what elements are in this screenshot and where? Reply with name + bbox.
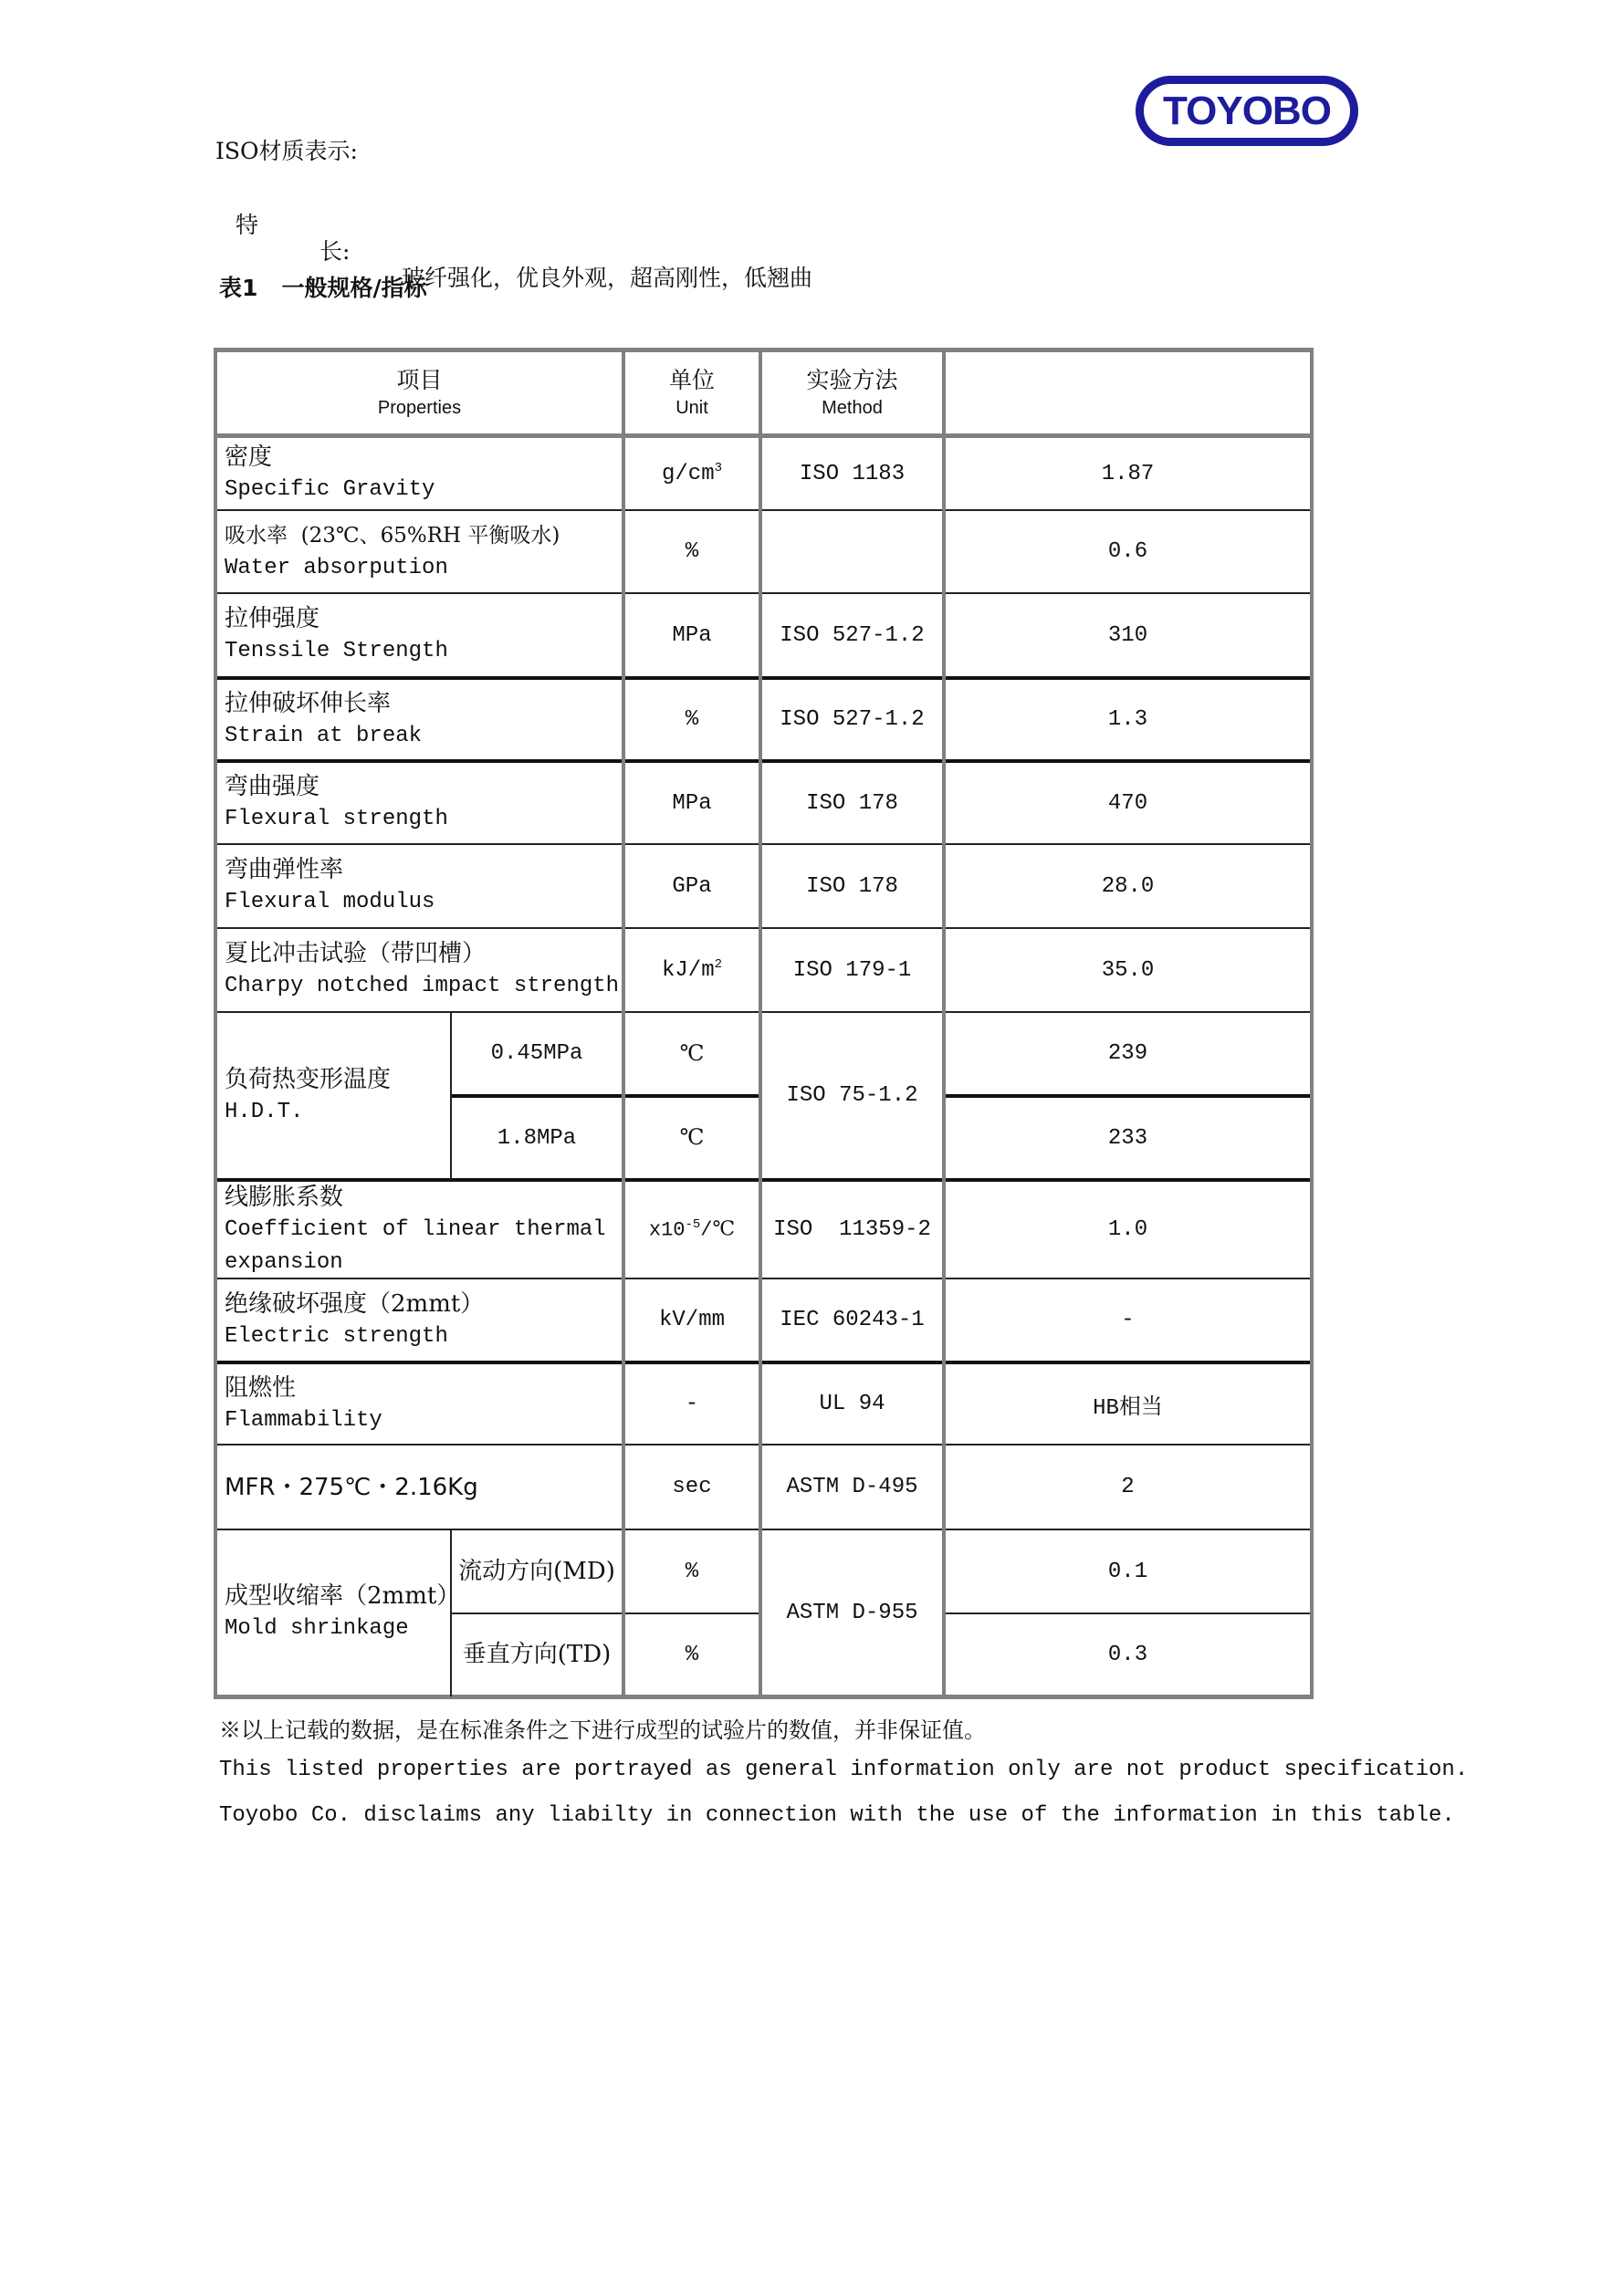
table-row-method [762, 511, 942, 592]
table-row-method: ASTM D-955 [786, 1600, 918, 1625]
table-row-method: ASTM D-495 [786, 1475, 918, 1499]
table-row-unit: % [685, 1559, 699, 1584]
table-row-value: 1.87 [1101, 461, 1155, 486]
table-row-property: 吸水率 (23℃、65%RH 平衡吸水) Water absorpution [225, 523, 560, 580]
table-row-property: 弯曲强度 Flexural strength [225, 773, 448, 831]
table-row-unit: $x10^{-5}/℃$ [648, 1217, 736, 1242]
table-row-value: 239 [1107, 1041, 1148, 1066]
disclaimer-zh: ※以上记载的数据，是在标准条件之下进行成型的试验片的数值，并非保证值。 [219, 1717, 986, 1743]
table-row-unit: MPa [672, 790, 712, 816]
table-row-method: ISO 178 [806, 873, 898, 899]
table-row-property: 密度 Specific Gravity [225, 444, 435, 502]
col-header-properties: 项目 Properties [377, 366, 462, 418]
table-row-value: 233 [1107, 1125, 1148, 1151]
disclaimer-en-2: Toyobo Co. disclaims any liabilty in connection with the use of the information in this table. [219, 1803, 1455, 1828]
hdt-condition: 0.45MPa [490, 1041, 583, 1066]
table-row-method: ISO 179-1 [792, 957, 912, 983]
table-row-unit: ℃ [679, 1042, 705, 1068]
table-row-method: ISO 75-1.2 [786, 1083, 918, 1108]
table-row-unit: MPa [672, 622, 712, 648]
table-row-unit: sec [672, 1475, 712, 1499]
hdt-condition: 1.8MPa [497, 1125, 577, 1151]
table-row-shrink-property: 成型收缩率（2mmt） Mold shrinkage [225, 1582, 461, 1641]
table-row-value: 1.0 [1107, 1217, 1148, 1242]
table-row-method: ISO 11359-2 [773, 1217, 931, 1242]
table-row-unit: ℃ [679, 1127, 705, 1152]
table-row-method: UL 94 [819, 1392, 885, 1416]
table-row-unit: kV/mm [658, 1308, 725, 1332]
table-row-property: 线膨胀系数 Coefficient of linear thermal expansion [225, 1183, 606, 1275]
shrink-condition: 垂直方向(TD) [462, 1641, 612, 1668]
table-row-value: 310 [1107, 622, 1148, 648]
table-row-value: 0.6 [1107, 539, 1148, 564]
table-row-property: 阻燃性 Flammability [225, 1373, 382, 1433]
table-row-unit: - [685, 1392, 699, 1416]
table-row-value: 2 [1121, 1475, 1135, 1499]
table-row-property: 夏比冲击试验（带凹槽） Charpy notched impact strength [225, 940, 620, 998]
table-row-hdt-property: 负荷热变形温度 H.D.T. [225, 1065, 392, 1124]
col-header-unit: 单位 Unit [668, 366, 715, 418]
table-row-unit: $g/cm^3$ [661, 461, 722, 486]
table-row-method: ISO 527-1.2 [780, 707, 925, 732]
table-title: 表1 一般规格/指标 [219, 275, 427, 301]
col-header-value [946, 352, 1310, 433]
table-row-method: ISO 527-1.2 [780, 622, 925, 648]
table-row-method: IEC 60243-1 [780, 1308, 925, 1332]
features-label-1: 特 [236, 212, 259, 238]
logo-text: TOYOBO [1163, 88, 1331, 133]
features-label-2: 长: [319, 238, 351, 265]
table-row-value: 35.0 [1101, 957, 1155, 983]
table-row-value: 28.0 [1101, 873, 1155, 899]
table-row-property: 绝缘破坏强度（2mmt） Electric strength [225, 1289, 485, 1349]
table-row-unit: % [685, 1642, 699, 1667]
table-row-property: 拉伸破坏伸长率 Strain at break [225, 689, 423, 748]
table-row-unit: % [685, 707, 699, 732]
table-row-property: 拉伸强度 Tenssile Strength [225, 605, 448, 663]
shrink-condition: 流动方向(MD) [458, 1558, 615, 1585]
table-row-value: 1.3 [1107, 707, 1148, 732]
disclaimer-en-1: This listed properties are portrayed as general information only are not product specification. [219, 1758, 1469, 1782]
col-header-method: 实验方法 Method [806, 366, 898, 418]
table-row-method: ISO 1183 [799, 461, 906, 486]
table-row-unit: GPa [672, 873, 712, 899]
table-row-value: 470 [1107, 790, 1148, 816]
table-row-unit: % [685, 539, 699, 564]
iso-material-label: ISO材质表示: [215, 138, 358, 164]
toyobo-logo [1136, 76, 1358, 146]
table-row-method: ISO 178 [806, 790, 898, 816]
table-row-unit: $kJ/m^2$ [661, 957, 722, 983]
table-row-property: MFR・275℃・2.16Kg [225, 1473, 478, 1501]
table-row-property: 弯曲弹性率 Flexural modulus [225, 856, 435, 914]
table-row-value: 0.3 [1107, 1642, 1148, 1667]
table-row-value: 0.1 [1107, 1559, 1148, 1584]
table-row-value: HB相当 [1093, 1395, 1163, 1421]
table-row-value: - [1121, 1308, 1135, 1332]
features-text: 玻纤强化，优良外观，超高刚性，低翘曲 [402, 265, 813, 291]
